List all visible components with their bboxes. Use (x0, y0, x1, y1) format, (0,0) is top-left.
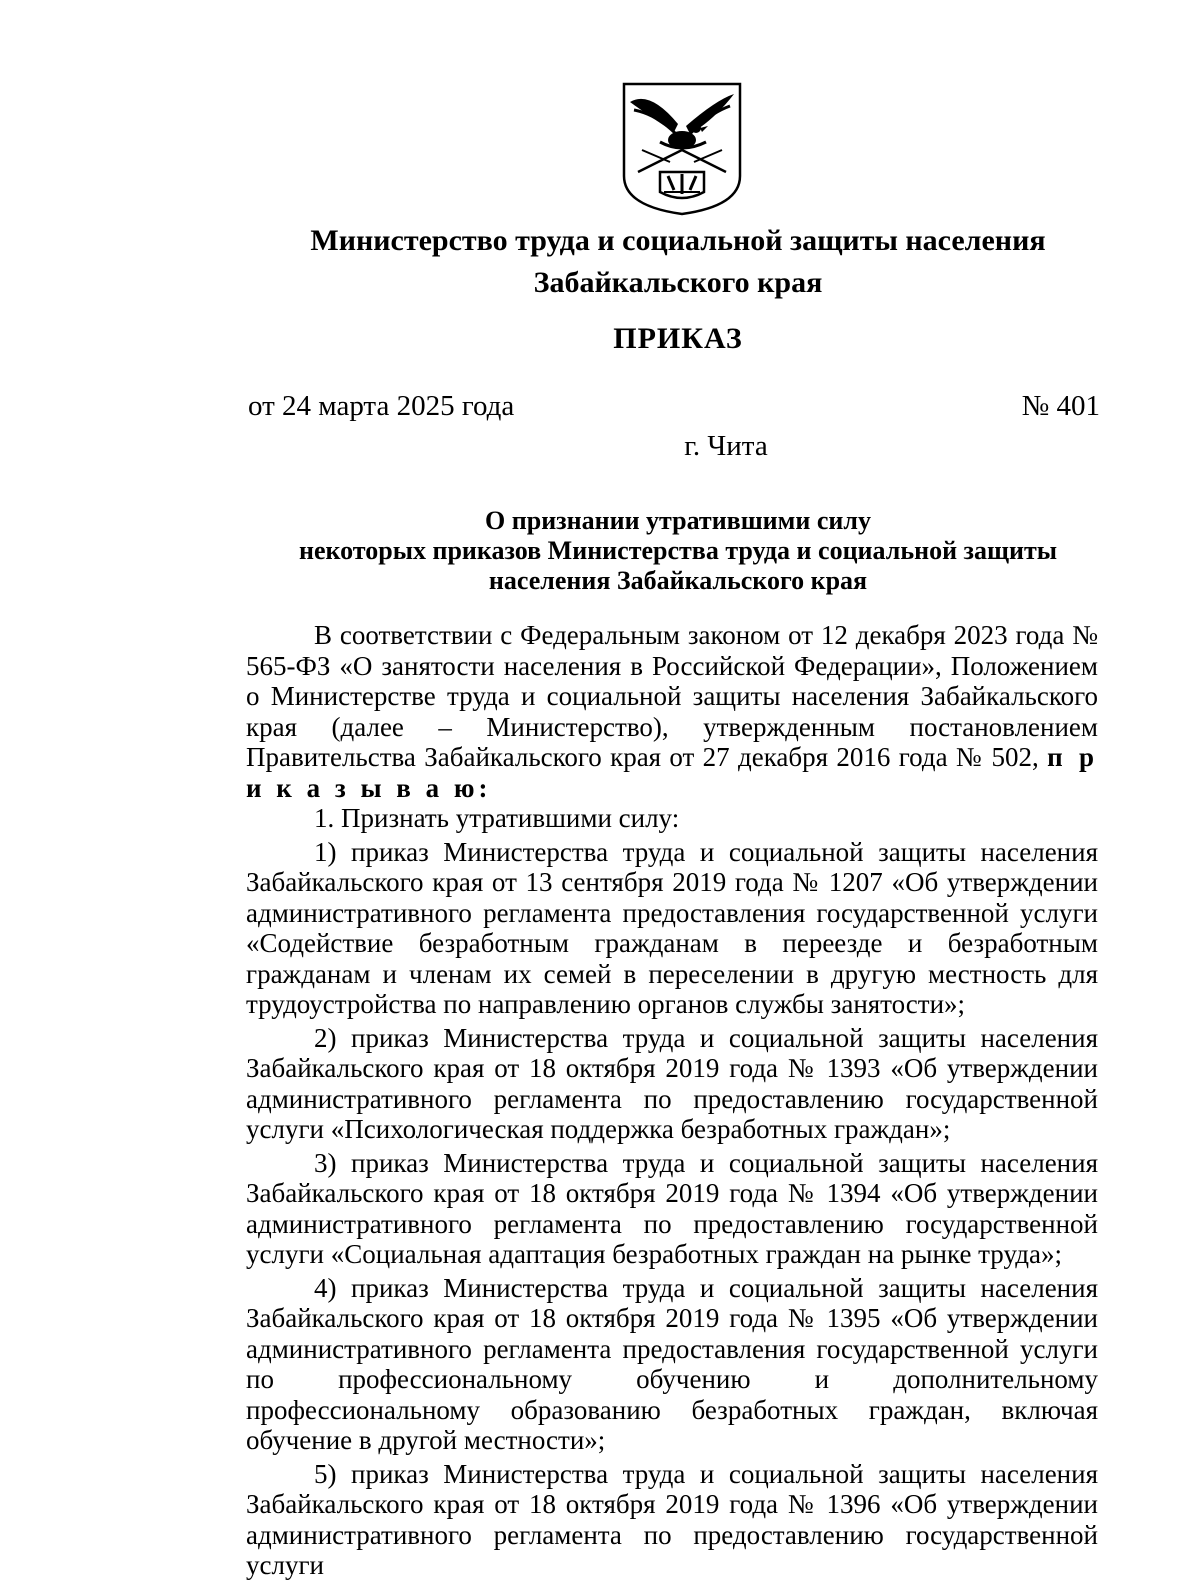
subject-line-3: населения Забайкальского края (488, 566, 868, 595)
list-item: 5) приказ Министерства труда и социальной защиты населения Забайкальского края от 18 октября 2019 года № 1396 «Об утверждении административного регламента по предоставлению государственной услуги (246, 1458, 1098, 1580)
point-1: 1. Признать утратившими силу: (314, 803, 680, 833)
order-word-colon: : (478, 772, 488, 803)
subject-line-1: О признании утратившими силу (485, 506, 871, 535)
ministry-line-1: Министерство труда и социальной защиты населения (310, 224, 1046, 257)
document-type: ПРИКАЗ (613, 322, 743, 355)
subject-line-2: некоторых приказов Министерства труда и социальной защиты (298, 536, 1058, 565)
ministry-name (246, 220, 1110, 304)
order-word: п р и к а з ы в а ю (246, 742, 1099, 803)
document-body (246, 620, 1098, 1581)
zabaikalsky-coat-of-arms-icon (620, 80, 744, 218)
list-item: 4) приказ Министерства труда и социальной защиты населения Забайкальского края от 18 октября 2019 года № 1395 «Об утверждении административного регламента предоставления государственной услуги по профессиональному обучению и дополнительному профессиональному образованию безработных граждан, включая обучение в другой местности»; (246, 1272, 1098, 1455)
document-city: г. Чита (684, 430, 768, 462)
document-number: № 401 (1021, 390, 1100, 422)
list-item: 1) приказ Министерства труда и социальной защиты населения Забайкальского края от 13 сентября 2019 года № 1207 «Об утверждении административного регламента предоставления государственной услуги «Содействие безработным гражданам в переезде и безработным гражданам и членам их семей в переселении в другую местность для трудоустройства по направлению органов службы занятости»; (246, 836, 1098, 1019)
document-subject (246, 506, 1110, 596)
list-item: 2) приказ Министерства труда и социальной защиты населения Забайкальского края от 18 октября 2019 года № 1393 «Об утверждении административного регламента по предоставлению государственной услуги «Психологическая поддержка безработных граждан»; (246, 1022, 1098, 1144)
preamble-text: В соответствии с Федеральным законом от 12 декабря 2023 года № 565-ФЗ «О занятости населения в Российской Федерации», Положением о Министерстве труда и социальной защиты населения Забайкальского края (далее – Министерство), утвержденным постановлением Правительства Забайкальского края от 27 декабря 2016 года № 502, (246, 620, 1098, 772)
list-item: 3) приказ Министерства труда и социальной защиты населения Забайкальского края от 18 октября 2019 года № 1394 «Об утверждении административного регламента по предоставлению государственной услуги «Социальная адаптация безработных граждан на рынке труда»; (246, 1147, 1098, 1269)
ministry-line-2: Забайкальского края (533, 266, 823, 299)
document-date: от 24 марта 2025 года (248, 390, 515, 422)
preamble-paragraph (246, 620, 1098, 803)
